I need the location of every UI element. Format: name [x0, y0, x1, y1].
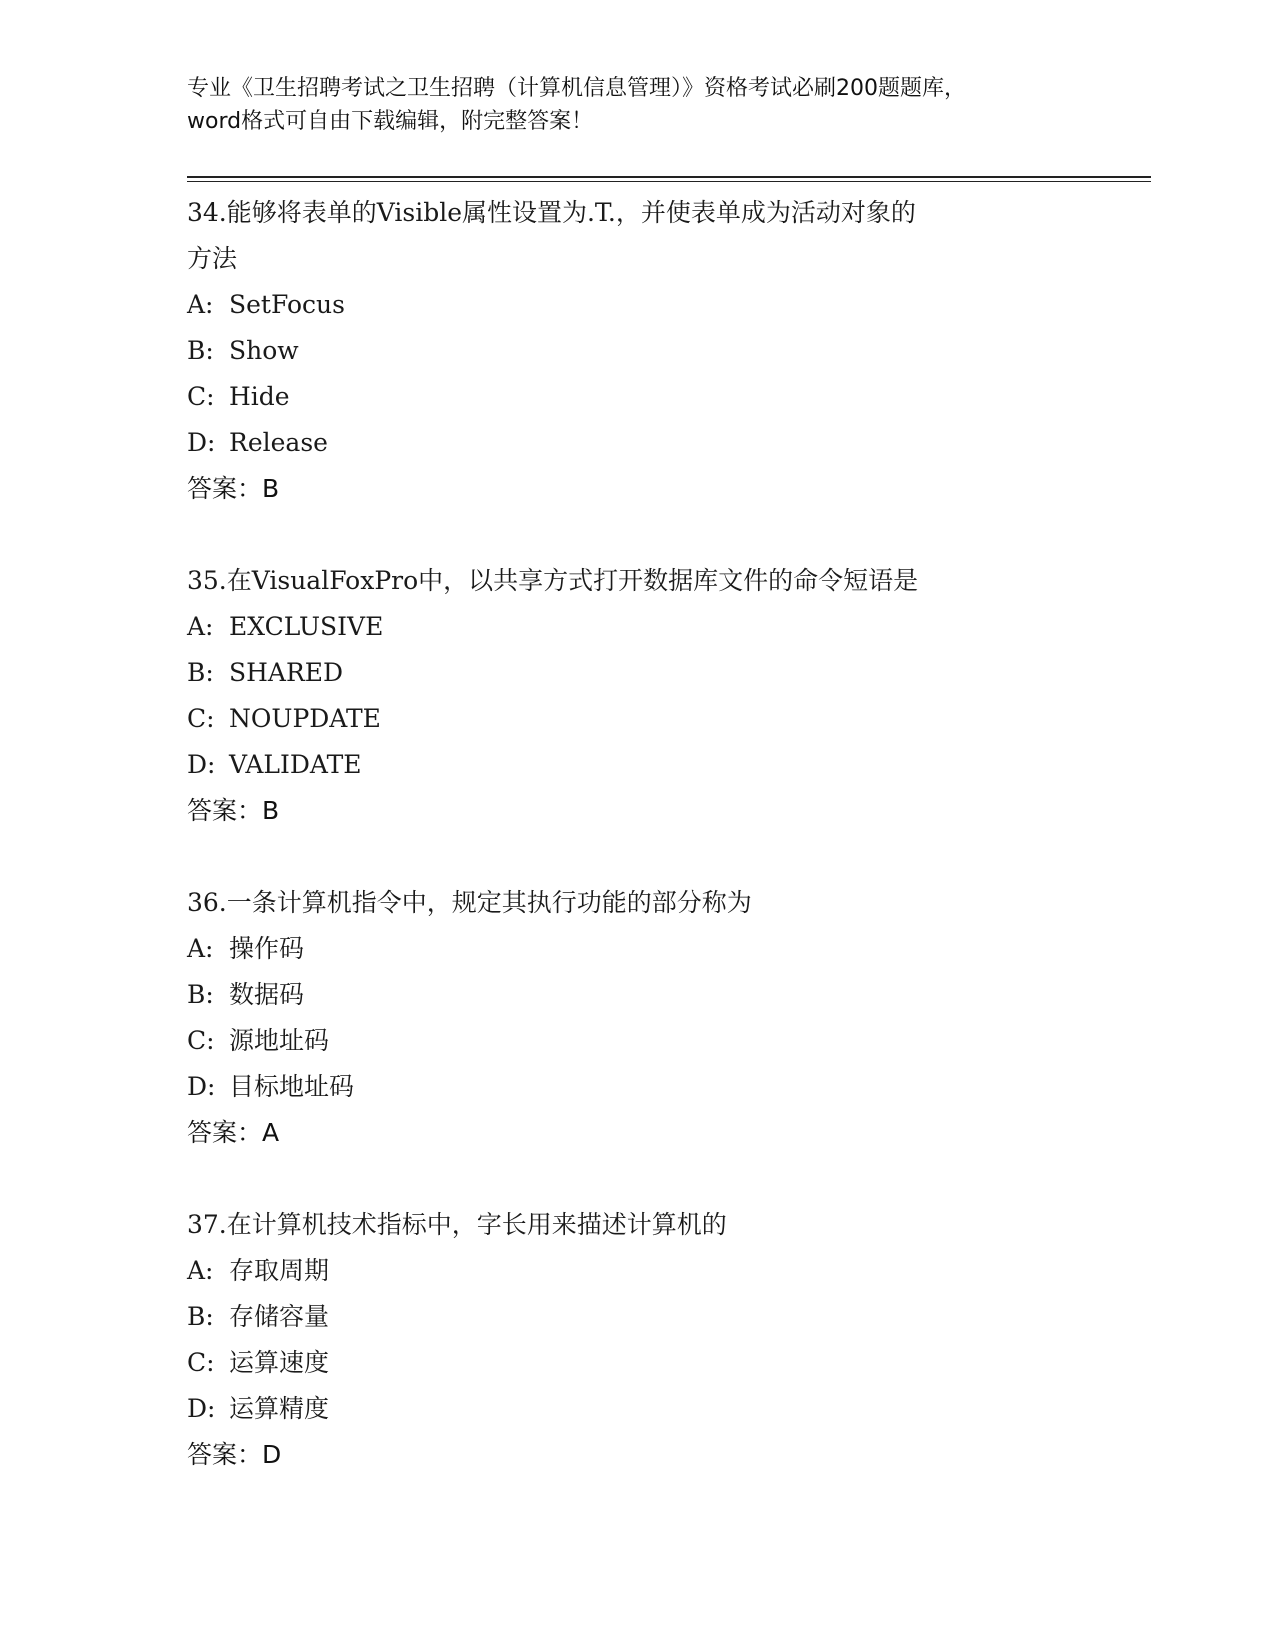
option-letter: C: — [187, 382, 215, 411]
document-header — [187, 72, 1087, 138]
option-letter: D: — [187, 428, 216, 457]
answer-line: 答案：A — [187, 1118, 280, 1147]
question-34 — [187, 190, 1087, 512]
option-c — [187, 374, 1087, 420]
question-list — [187, 190, 1087, 1524]
question-36 — [187, 880, 1087, 1156]
question-stem — [187, 1202, 1087, 1248]
option-b — [187, 328, 1087, 374]
option-letter: A: — [187, 612, 214, 641]
option-b — [187, 650, 1087, 696]
option-text: 存取周期 — [229, 1256, 330, 1285]
option-d — [187, 420, 1087, 466]
option-text: 操作码 — [229, 934, 305, 963]
question-stem-line-2: 方法 — [187, 244, 238, 273]
question-35 — [187, 558, 1087, 834]
option-c — [187, 1340, 1087, 1386]
option-d — [187, 742, 1087, 788]
header-divider-thin — [187, 181, 1151, 182]
option-letter: B: — [187, 980, 214, 1009]
option-text: Hide — [229, 382, 290, 411]
option-letter: B: — [187, 1302, 214, 1331]
option-letter: B: — [187, 658, 214, 687]
option-letter: D: — [187, 1394, 216, 1423]
question-stem — [187, 190, 1087, 282]
question-stem — [187, 558, 1087, 604]
option-a — [187, 926, 1087, 972]
header-title-line-2: word格式可自由下载编辑，附完整答案！ — [187, 109, 594, 134]
answer-line: 答案：B — [187, 474, 280, 503]
option-text: SetFocus — [229, 290, 345, 319]
option-letter: A: — [187, 934, 214, 963]
option-text: VALIDATE — [229, 750, 362, 779]
option-text: NOUPDATE — [229, 704, 381, 733]
option-letter: A: — [187, 290, 214, 319]
option-c — [187, 696, 1087, 742]
answer-line: 答案：D — [187, 1440, 282, 1469]
option-c — [187, 1018, 1087, 1064]
option-text: 运算精度 — [229, 1394, 330, 1423]
option-letter: D: — [187, 1072, 216, 1101]
option-text: SHARED — [229, 658, 344, 687]
option-text: 目标地址码 — [229, 1072, 355, 1101]
option-letter: A: — [187, 1256, 214, 1285]
option-a — [187, 1248, 1087, 1294]
option-b — [187, 1294, 1087, 1340]
question-stem — [187, 880, 1087, 926]
option-text: 源地址码 — [229, 1026, 330, 1055]
option-text: 运算速度 — [229, 1348, 330, 1377]
option-a — [187, 282, 1087, 328]
question-stem-line-1: 37.在计算机技术指标中，字长用来描述计算机的 — [187, 1210, 727, 1239]
option-letter: D: — [187, 750, 216, 779]
option-letter: C: — [187, 704, 215, 733]
option-text: Show — [229, 336, 299, 365]
question-stem-line-1: 35.在VisualFoxPro中，以共享方式打开数据库文件的命令短语是 — [187, 566, 919, 595]
option-a — [187, 604, 1087, 650]
question-stem-line-1: 36.一条计算机指令中，规定其执行功能的部分称为 — [187, 888, 752, 917]
option-b — [187, 972, 1087, 1018]
question-37 — [187, 1202, 1087, 1478]
header-divider-thick — [187, 176, 1151, 178]
option-text: 存储容量 — [229, 1302, 330, 1331]
option-text: EXCLUSIVE — [229, 612, 384, 641]
answer-line: 答案：B — [187, 796, 280, 825]
option-text: 数据码 — [229, 980, 305, 1009]
option-letter: B: — [187, 336, 214, 365]
option-letter: C: — [187, 1348, 215, 1377]
question-stem-line-1: 34.能够将表单的Visible属性设置为.T.，并使表单成为活动对象的 — [187, 198, 916, 227]
option-text: Release — [229, 428, 328, 457]
option-letter: C: — [187, 1026, 215, 1055]
option-d — [187, 1386, 1087, 1432]
option-d — [187, 1064, 1087, 1110]
header-title-line-1: 专业《卫生招聘考试之卫生招聘（计算机信息管理）》资格考试必刷200题题库， — [187, 76, 966, 101]
